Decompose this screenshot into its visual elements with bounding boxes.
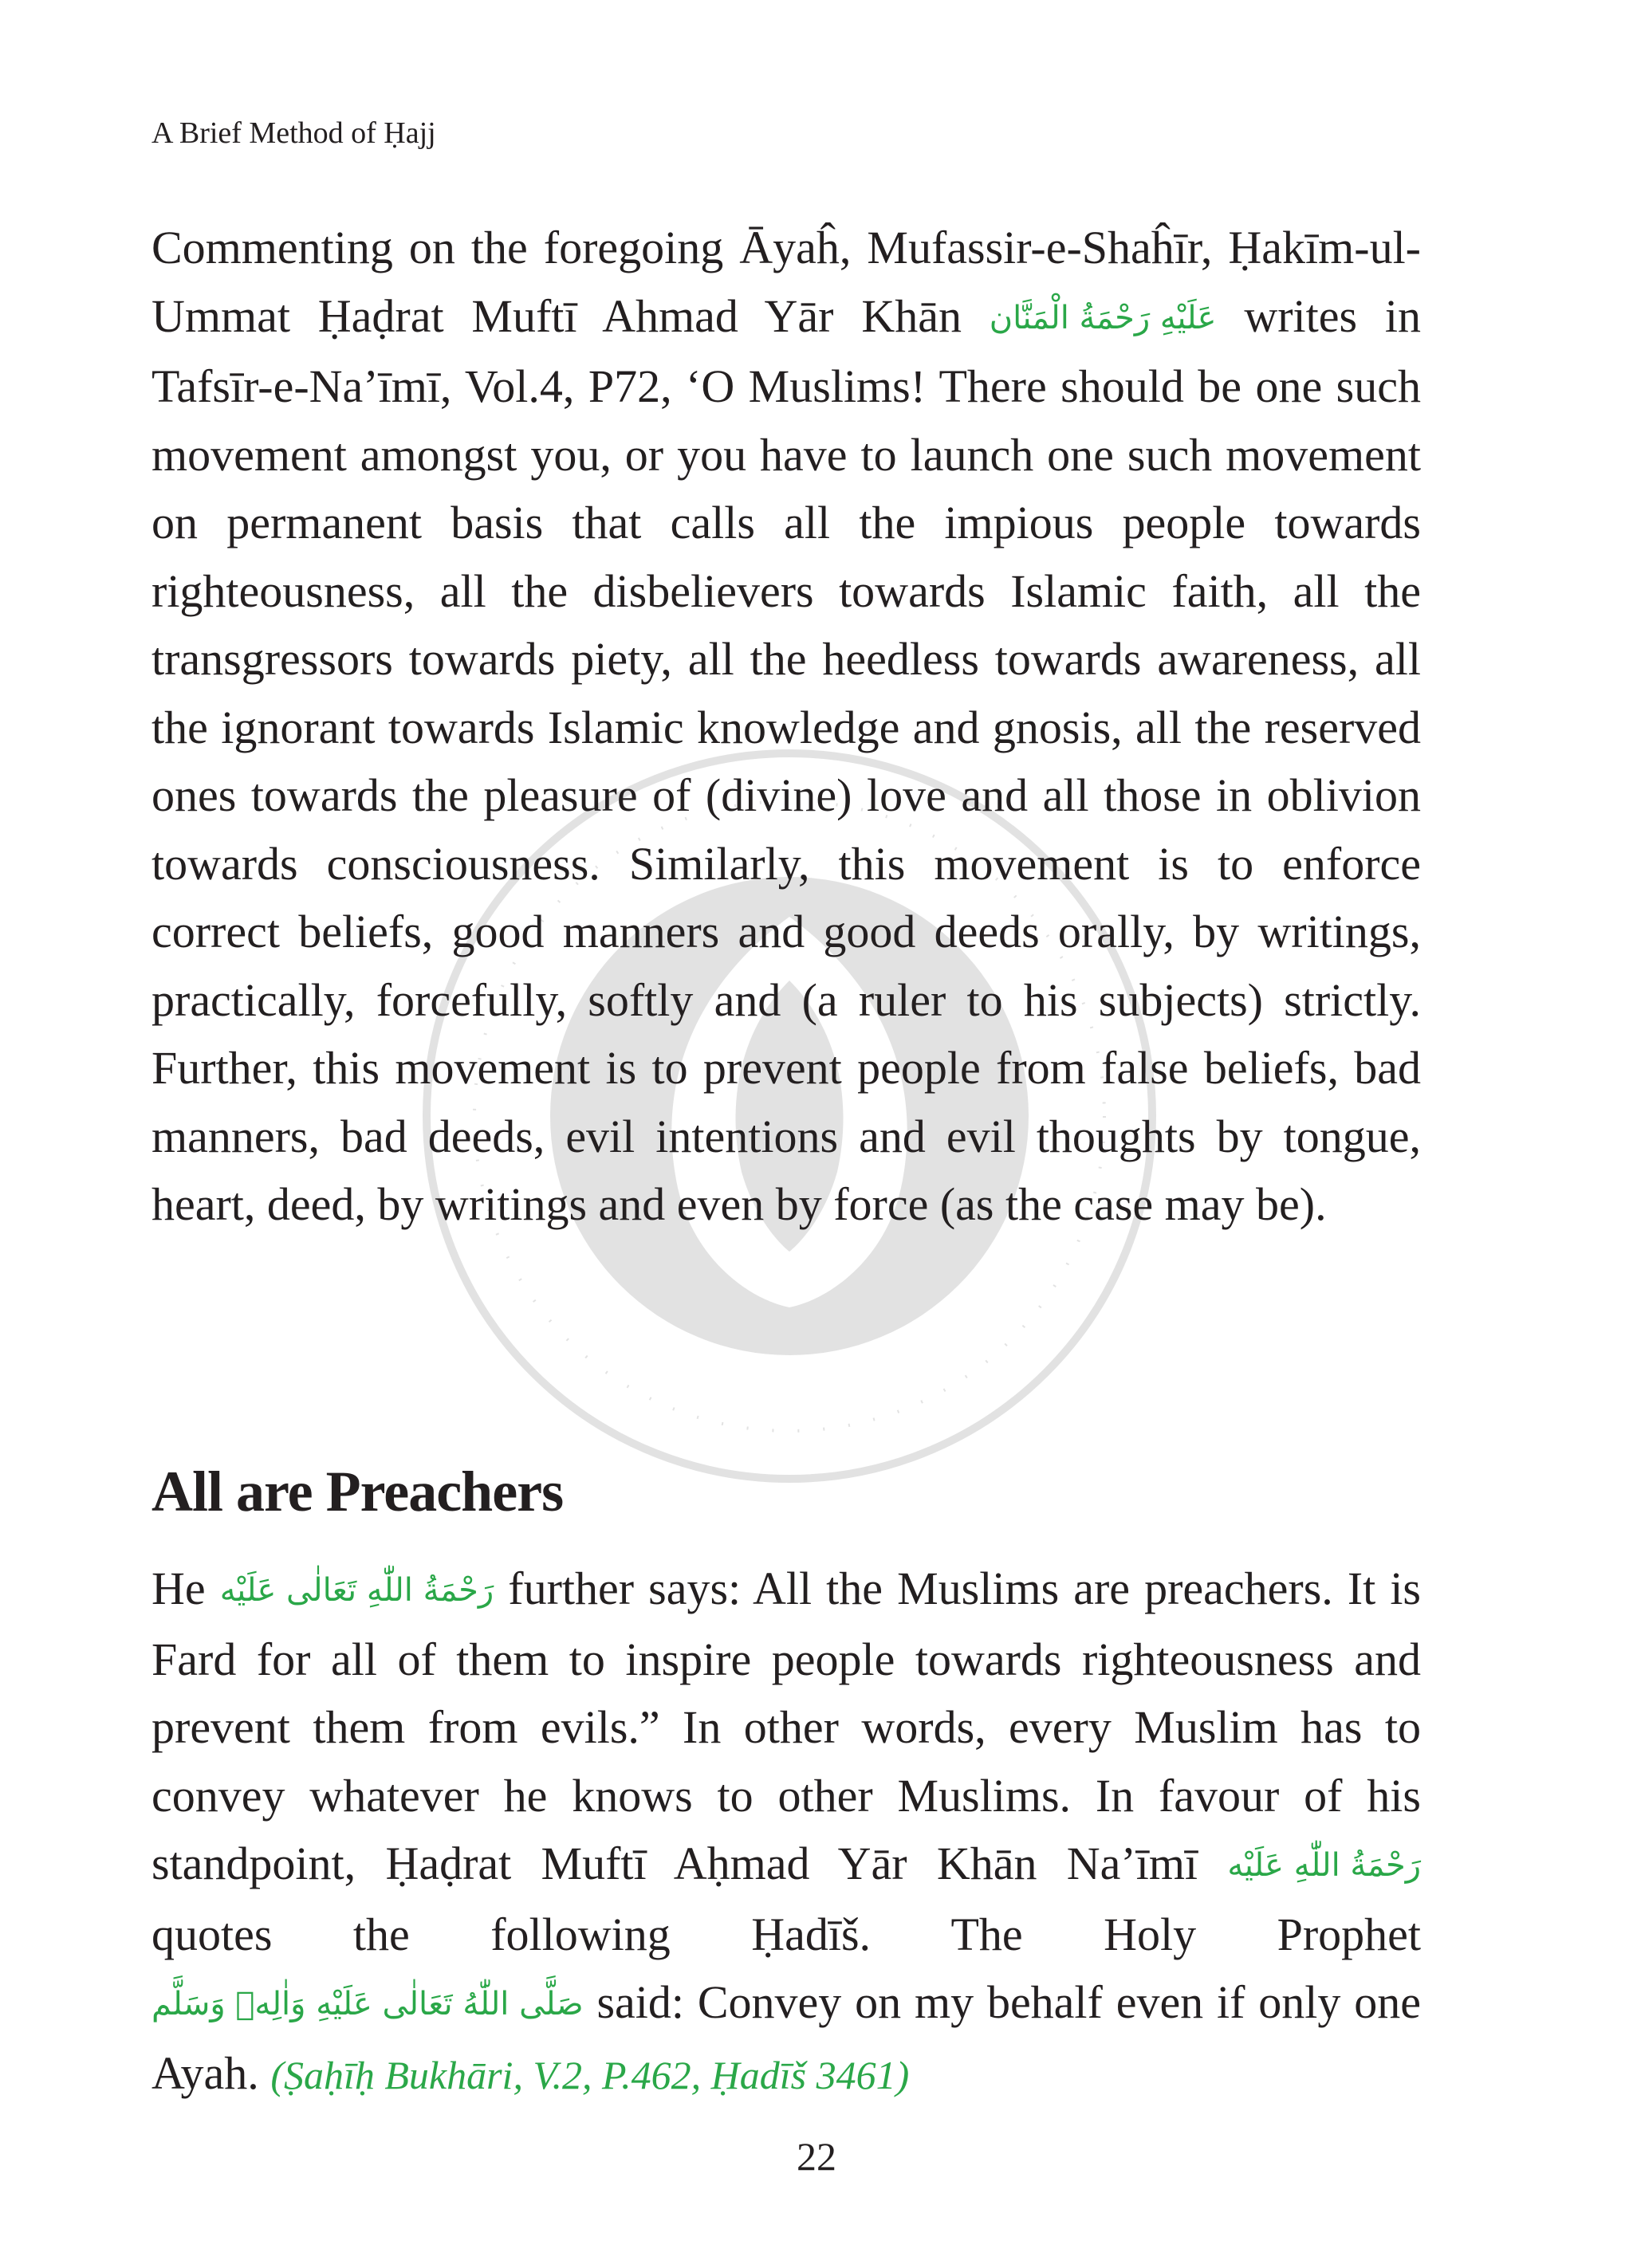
paragraph-commentary-text-2: writes in Tafsīr-e-Na’īmī, Vol.4, P72, ‘O Muslims! There should be one such movement amongst you, or you have to launch one such movement on permanent basis that calls all the impious people towards righteousness, all the disbelievers towards Islamic faith, all the transgressors towards piety, all the heedless towards awareness, all the ignorant towards Islamic knowledge and gnosis, all the reserved ones towards the pleasure of (divine) love and all those in oblivion towards consciousness. Similarly, this movement is to enforce correct beliefs, good manners and good deeds orally, by writings, practically, forcefully, softly and (a ruler to his subjects) strictly. Further, this movement is to prevent people from false beliefs, bad manners, bad deeds, evil intentions and evil thoughts by tongue, heart, deed, by writings and even by force (as the case may be). — [151, 289, 1422, 1230]
section-heading: All are Preachers — [151, 1460, 564, 1523]
paragraph-commentary — [151, 214, 1421, 1239]
paragraph-preachers-text-1: He — [151, 1562, 206, 1614]
arabic-honorific-1: رَحْمَةُ اللّٰهِ تَعَالٰى عَلَيْه — [219, 1572, 494, 1609]
page-number: 22 — [797, 2134, 836, 2179]
arabic-salutation: صَلَّى اللّٰهُ تَعَالٰى عَلَيْهِ وَاٰلِهٖ وَسَلَّم — [151, 1986, 584, 2022]
paragraph-preachers — [151, 1555, 1421, 2109]
arabic-honorific: عَلَيْهِ رَحْمَةُ الْمَنَّان — [989, 299, 1217, 336]
paragraph-commentary-text-1: Commenting on the foregoing Āyaĥ, Mufassir-e-Shaĥīr, Ḥakīm-ul-Ummat Ḥaḍrat Muftī Ahmad Yār Khān — [151, 222, 1421, 342]
paragraph-preachers-text-4: said: Convey on my behalf even if only one Ayah. — [151, 1976, 1421, 2099]
preachers-content — [151, 1555, 1421, 2109]
running-header: A Brief Method of Ḥajj — [151, 116, 436, 150]
hadith-citation: (Ṣaḥīḥ Bukhāri, V.2, P.462, Ḥadīš 3461) — [270, 2052, 910, 2097]
paragraph-preachers-text-2: further says: All the Muslims are preachers. It is Fard for all of them to inspire people towards righteousness and prevent them from evils.” In other words, every Muslim has to convey whatever he knows to other Muslims. In favour of his standpoint, Ḥaḍrat Muftī Aḥmad Yār Khān Na’īmī — [151, 1562, 1421, 1889]
main-content — [151, 214, 1421, 1239]
paragraph-preachers-text-3: quotes the following Ḥadīš. The Holy Prophet — [151, 1908, 1421, 1960]
arabic-honorific-2: رَحْمَةُ اللّٰهِ عَلَيْه — [1227, 1847, 1422, 1884]
